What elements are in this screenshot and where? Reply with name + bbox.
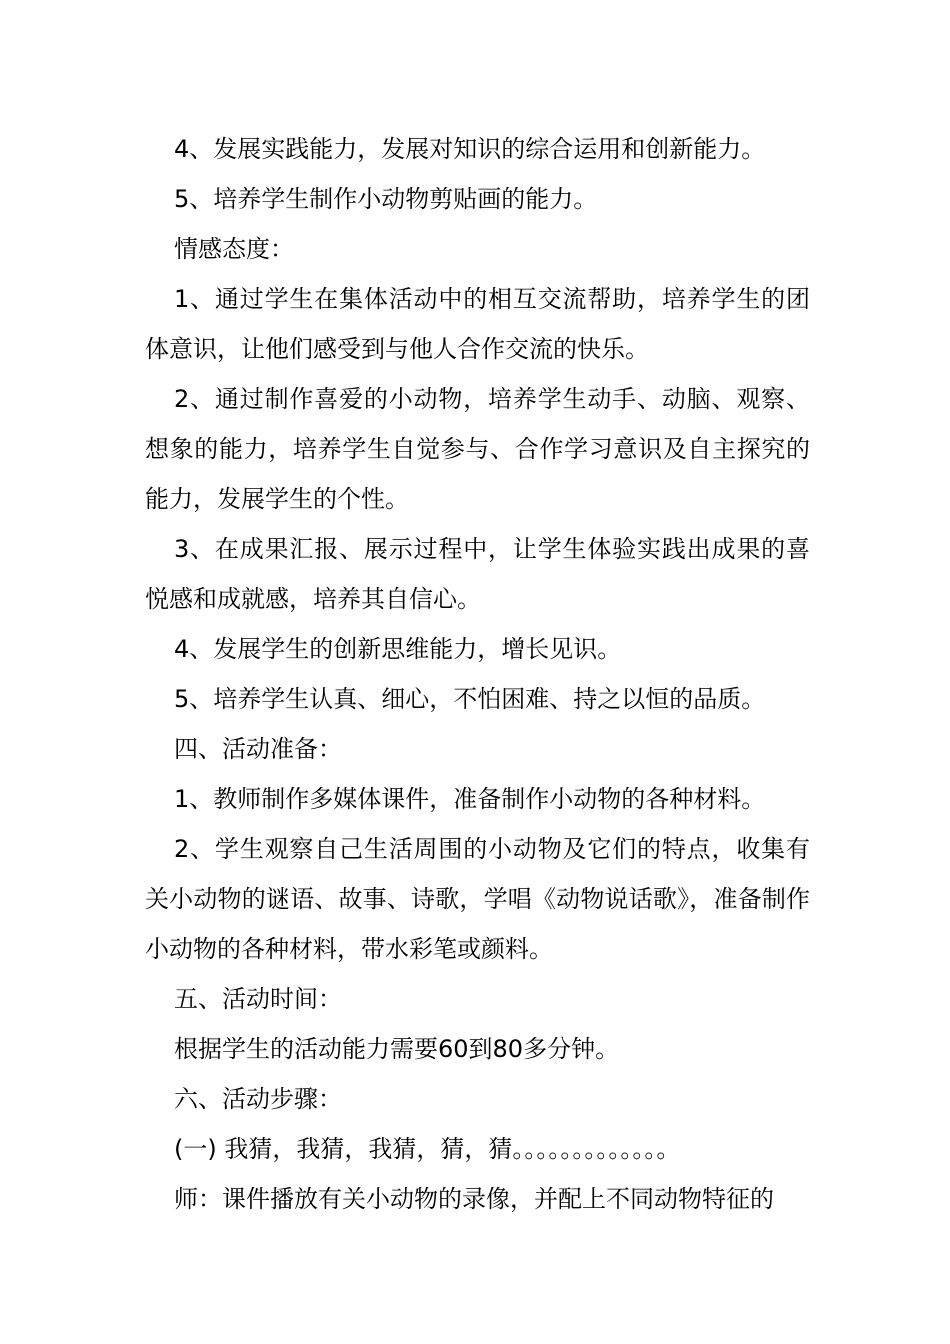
- paragraph-attitude-2: 2、通过制作喜爱的小动物，培养学生动手、动脑、观察、想象的能力，培养学生自觉参与、合作学习意识及自主探究的能力，发展学生的个性。: [145, 385, 810, 513]
- paragraph-goal-5: 5、培养学生制作小动物剪贴画的能力。: [174, 185, 598, 213]
- paragraph-attitude-3: 3、在成果汇报、展示过程中，让学生体验实践出成果的喜悦感和成就感，培养其自信心。: [145, 535, 810, 613]
- section-heading-time: 五、活动时间：: [174, 985, 342, 1013]
- paragraph-attitude-4: 4、发展学生的创新思维能力，增长见识。: [174, 635, 622, 663]
- section-heading-preparation: 四、活动准备：: [174, 735, 342, 763]
- document-body: [145, 124, 810, 1224]
- section-heading-attitude: 情感态度：: [174, 235, 294, 263]
- paragraph-teacher: 师：课件播放有关小动物的录像，并配上不同动物特征的: [174, 1185, 774, 1213]
- paragraph-time: 根据学生的活动能力需要60到80多分钟。: [174, 1035, 620, 1063]
- paragraph-goal-4: 4、发展实践能力，发展对知识的综合运用和创新能力。: [174, 135, 766, 163]
- section-heading-steps: 六、活动步骤：: [174, 1085, 342, 1113]
- paragraph-attitude-1: 1、通过学生在集体活动中的相互交流帮助，培养学生的团体意识，让他们感受到与他人合作交流的快乐。: [145, 285, 810, 363]
- paragraph-attitude-5: 5、培养学生认真、细心，不怕困难、持之以恒的品质。: [174, 685, 766, 713]
- paragraph-preparation-2: 2、学生观察自己生活周围的小动物及它们的特点，收集有关小动物的谜语、故事、诗歌，学唱《动物说话歌》，准备制作小动物的各种材料，带水彩笔或颜料。: [145, 835, 810, 963]
- paragraph-step-1: (一) 我猜，我猜，我猜，猜，猜。。。。。。。。。。。。。: [174, 1135, 681, 1163]
- paragraph-preparation-1: 1、教师制作多媒体课件，准备制作小动物的各种材料。: [174, 785, 766, 813]
